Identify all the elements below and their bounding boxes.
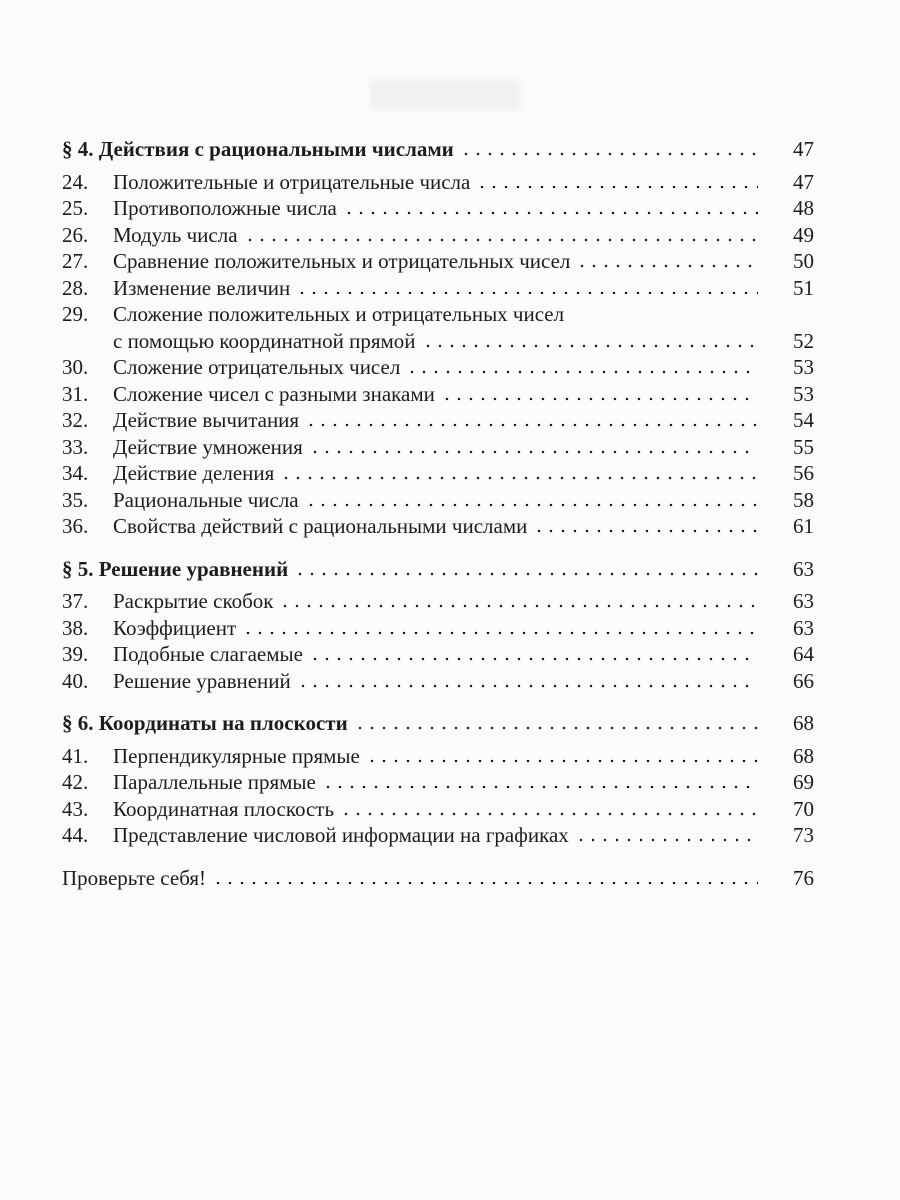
toc-entry bbox=[62, 407, 814, 434]
toc-entry bbox=[62, 796, 814, 823]
page-number: 47 bbox=[793, 137, 814, 161]
toc-entry bbox=[62, 222, 814, 249]
dot-leader bbox=[296, 291, 758, 295]
dot-leader bbox=[322, 785, 758, 789]
dot-leader bbox=[422, 344, 758, 348]
entry-number: 36. bbox=[62, 514, 89, 538]
toc-entry bbox=[62, 434, 814, 461]
page-number: 53 bbox=[793, 355, 814, 379]
toc-entry bbox=[62, 513, 814, 540]
entry-number: 43. bbox=[62, 796, 89, 821]
entry-title: Действие умножения bbox=[113, 434, 303, 459]
entry-number: 26. bbox=[62, 222, 89, 247]
page-number: 61 bbox=[793, 514, 814, 538]
page-number: 53 bbox=[793, 381, 814, 406]
dot-leader bbox=[297, 684, 758, 688]
bleed-through-mark bbox=[370, 80, 520, 110]
chapter-title: § 5. Решение уравнений bbox=[62, 556, 289, 581]
toc-entry bbox=[62, 381, 814, 408]
toc-entry bbox=[62, 169, 814, 196]
chapter-heading bbox=[62, 556, 814, 583]
entry-title: Сложение положительных и отрицательных чисел bbox=[113, 302, 565, 326]
dot-leader bbox=[309, 657, 758, 661]
entry-title: Модуль числа bbox=[113, 222, 238, 247]
toc-entry bbox=[62, 769, 814, 796]
entry-title: Сложение чисел с разными знаками bbox=[113, 381, 435, 406]
dot-leader bbox=[305, 423, 758, 427]
entry-number: 28. bbox=[62, 275, 89, 300]
chapter-heading bbox=[62, 710, 814, 737]
table-of-contents bbox=[62, 136, 814, 891]
dot-leader bbox=[366, 759, 758, 763]
entry-title: Координатная плоскость bbox=[113, 796, 335, 821]
dot-leader bbox=[244, 238, 758, 242]
dot-leader bbox=[309, 450, 758, 454]
toc-entry bbox=[62, 743, 814, 770]
toc-entry bbox=[62, 301, 814, 328]
page-number: 68 bbox=[793, 711, 814, 735]
dot-leader bbox=[476, 185, 758, 189]
page-number: 63 bbox=[793, 556, 814, 581]
page-number: 55 bbox=[793, 434, 814, 459]
page-number: 68 bbox=[793, 743, 814, 768]
entry-title: Подобные слагаемые bbox=[113, 642, 303, 666]
entry-title: Решение уравнений bbox=[113, 668, 291, 693]
entry-title-continuation: с помощью координатной прямой bbox=[113, 328, 416, 353]
page-number: 64 bbox=[793, 642, 814, 666]
page-number: 66 bbox=[793, 668, 814, 693]
page-number: 54 bbox=[793, 408, 814, 432]
dot-leader bbox=[280, 476, 758, 480]
dot-leader bbox=[305, 503, 758, 507]
page-number: 56 bbox=[793, 461, 814, 485]
chapter-title: § 6. Координаты на плоскости bbox=[62, 711, 348, 735]
page-number: 52 bbox=[793, 328, 814, 353]
toc-entry bbox=[62, 275, 814, 302]
toc-entry bbox=[62, 668, 814, 695]
entry-title: Действие вычитания bbox=[113, 408, 300, 432]
toc-entry bbox=[62, 615, 814, 642]
page-number: 51 bbox=[793, 275, 814, 300]
toc-entry bbox=[62, 248, 814, 275]
entry-title: Перпендикулярные прямые bbox=[113, 743, 360, 768]
entry-title: Противоположные числа bbox=[113, 196, 337, 220]
dot-leader bbox=[343, 211, 758, 215]
entry-number: 29. bbox=[62, 302, 89, 326]
entry-title: Коэффициент bbox=[113, 615, 237, 640]
page-number: 63 bbox=[793, 589, 814, 613]
toc-entry bbox=[62, 195, 814, 222]
entry-title: Положительные и отрицательные числа bbox=[113, 169, 471, 194]
entry-number: 39. bbox=[62, 642, 89, 666]
entry-number: 38. bbox=[62, 615, 89, 640]
page-number: 76 bbox=[793, 865, 814, 890]
chapter-title: § 4. Действия с рациональными числами bbox=[62, 137, 454, 161]
entry-number: 32. bbox=[62, 408, 89, 432]
dot-leader bbox=[406, 370, 758, 374]
dot-leader bbox=[279, 604, 758, 608]
entry-number: 44. bbox=[62, 823, 89, 847]
entry-title: Представление числовой информации на графиках bbox=[113, 823, 569, 847]
entry-number: 27. bbox=[62, 249, 89, 273]
page-number: 63 bbox=[793, 615, 814, 640]
page-number: 47 bbox=[793, 169, 814, 194]
page-number: 73 bbox=[793, 823, 814, 847]
entry-title: Проверьте себя! bbox=[62, 865, 207, 890]
entry-title: Раскрытие скобок bbox=[113, 589, 274, 613]
entry-number: 37. bbox=[62, 589, 89, 613]
toc-entry-continuation bbox=[62, 328, 814, 355]
dot-leader bbox=[575, 838, 758, 842]
entry-number: 31. bbox=[62, 381, 89, 406]
dot-leader bbox=[460, 152, 758, 156]
toc-entry bbox=[62, 588, 814, 615]
toc-entry bbox=[62, 460, 814, 487]
entry-title: Свойства действий с рациональными числами bbox=[113, 514, 528, 538]
toc-entry bbox=[62, 354, 814, 381]
dot-leader bbox=[212, 881, 758, 885]
dot-leader bbox=[441, 397, 758, 401]
page-number: 58 bbox=[793, 487, 814, 512]
entry-number: 24. bbox=[62, 169, 89, 194]
entry-title: Параллельные прямые bbox=[113, 770, 316, 794]
toc-entry bbox=[62, 487, 814, 514]
dot-leader bbox=[354, 726, 758, 730]
dot-leader bbox=[294, 572, 758, 576]
entry-number: 34. bbox=[62, 461, 89, 485]
entry-number: 25. bbox=[62, 196, 89, 220]
entry-number: 30. bbox=[62, 355, 89, 379]
entry-number: 33. bbox=[62, 434, 89, 459]
entry-number: 35. bbox=[62, 487, 89, 512]
page-number: 50 bbox=[793, 249, 814, 273]
page-number: 48 bbox=[793, 196, 814, 220]
page-number: 70 bbox=[793, 796, 814, 821]
dot-leader bbox=[340, 812, 758, 816]
entry-number: 40. bbox=[62, 668, 89, 693]
page-number: 69 bbox=[793, 770, 814, 794]
dot-leader bbox=[576, 264, 758, 268]
entry-title: Сравнение положительных и отрицательных чисел bbox=[113, 249, 571, 273]
toc-entry-self-check bbox=[62, 865, 814, 892]
page-number: 49 bbox=[793, 222, 814, 247]
toc-entry bbox=[62, 641, 814, 668]
dot-leader bbox=[242, 631, 758, 635]
dot-leader bbox=[533, 529, 758, 533]
entry-number: 41. bbox=[62, 743, 89, 768]
entry-number: 42. bbox=[62, 770, 89, 794]
entry-title: Изменение величин bbox=[113, 275, 291, 300]
entry-title: Действие деления bbox=[113, 461, 275, 485]
toc-entry bbox=[62, 822, 814, 849]
entry-title: Сложение отрицательных чисел bbox=[113, 355, 401, 379]
chapter-heading bbox=[62, 136, 814, 163]
entry-title: Рациональные числа bbox=[113, 487, 299, 512]
